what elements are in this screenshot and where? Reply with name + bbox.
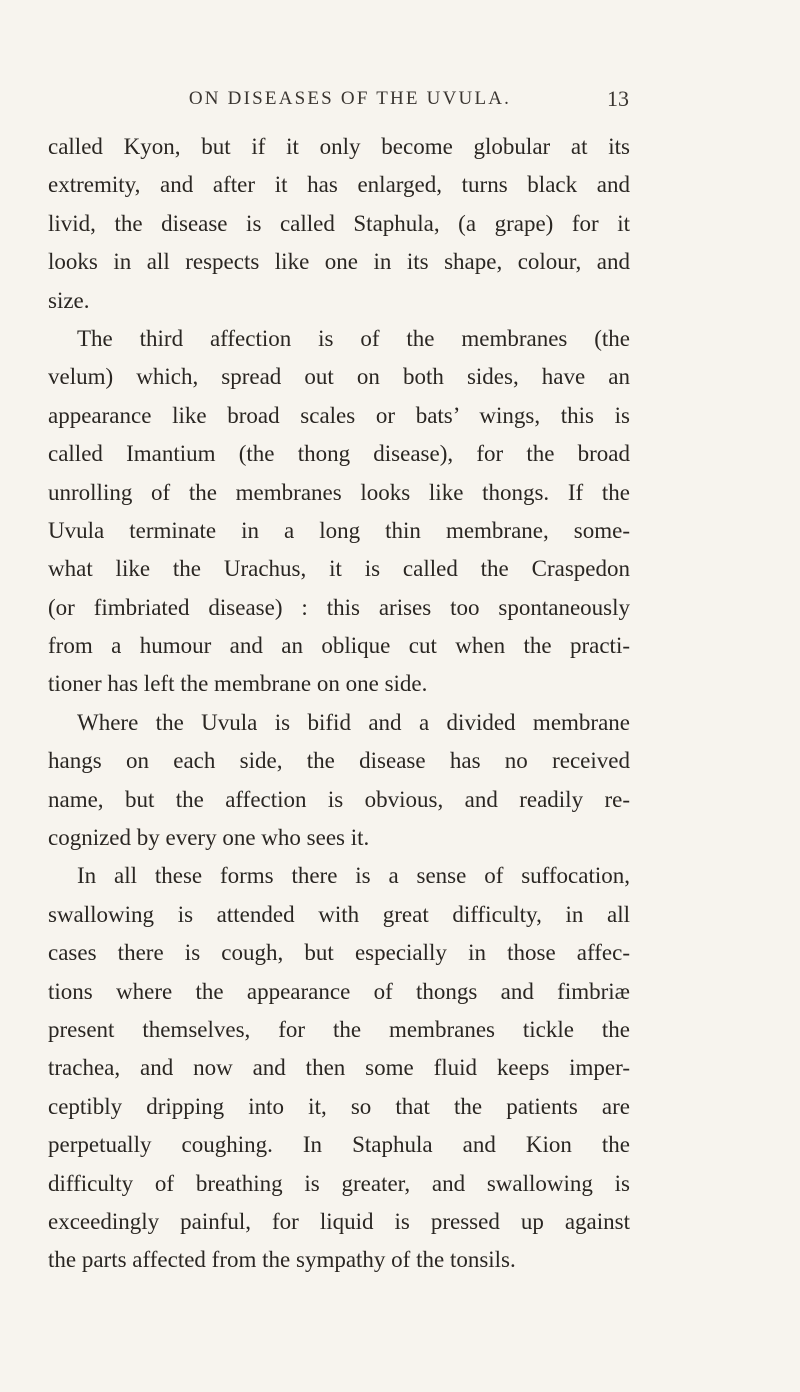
text-line: ceptibly dripping into it, so that the patients are xyxy=(48,1093,630,1119)
text-line: what like the Urachus, it is called the Craspedon xyxy=(48,556,630,582)
text-line: present themselves, for the membranes tickle the xyxy=(48,1016,630,1042)
text-line: name, but the affection is obvious, and readily re- xyxy=(48,786,630,812)
paragraph-first-line: The third affection is of the membranes (the xyxy=(77,325,630,351)
body-text xyxy=(48,128,630,1280)
text-line: livid, the disease is called Staphula, (a grape) for it xyxy=(48,210,630,236)
text-line: tioner has left the membrane on one side. xyxy=(48,671,428,697)
text-line: looks in all respects like one in its shape, colour, and xyxy=(48,249,630,275)
text-line: trachea, and now and then some fluid keeps imper- xyxy=(48,1055,630,1081)
paragraph-first-line: In all these forms there is a sense of suffocation, xyxy=(77,863,630,889)
page-number: 13 xyxy=(607,86,629,111)
text-line: from a humour and an oblique cut when the practi- xyxy=(48,633,630,659)
text-line: Uvula terminate in a long thin membrane, some- xyxy=(48,517,630,543)
text-line: called Kyon, but if it only become globular at its xyxy=(48,134,630,159)
text-line: unrolling of the membranes looks like thongs. If the xyxy=(48,479,630,505)
text-line: size. xyxy=(48,287,90,313)
text-line: (or fimbriated disease) : this arises too spontaneously xyxy=(48,594,630,620)
text-line: extremity, and after it has enlarged, turns black and xyxy=(48,172,630,198)
text-line: hangs on each side, the disease has no received xyxy=(48,748,630,774)
text-line: velum) which, spread out on both sides, have an xyxy=(48,364,630,390)
text-line: cases there is cough, but especially in those affec- xyxy=(48,940,630,966)
text-line: called Imantium (the thong disease), for the broad xyxy=(48,441,630,467)
text-line: cognized by every one who sees it. xyxy=(48,825,370,851)
text-line: the parts affected from the sympathy of the tonsils. xyxy=(48,1247,516,1273)
text-line: swallowing is attended with great difficulty, in all xyxy=(48,901,630,927)
running-title: ON DISEASES OF THE UVULA. xyxy=(188,88,512,109)
paragraph-first-line: Where the Uvula is bifid and a divided membrane xyxy=(77,709,630,735)
text-line: appearance like broad scales or bats’ wings, this is xyxy=(48,402,630,428)
text-line: tions where the appearance of thongs and fimbriæ xyxy=(48,978,630,1004)
text-line: perpetually coughing. In Staphula and Kion the xyxy=(48,1132,630,1158)
text-line: exceedingly painful, for liquid is pressed up against xyxy=(48,1208,630,1234)
running-head xyxy=(0,80,800,120)
text-line: difficulty of breathing is greater, and swallowing is xyxy=(48,1170,630,1196)
